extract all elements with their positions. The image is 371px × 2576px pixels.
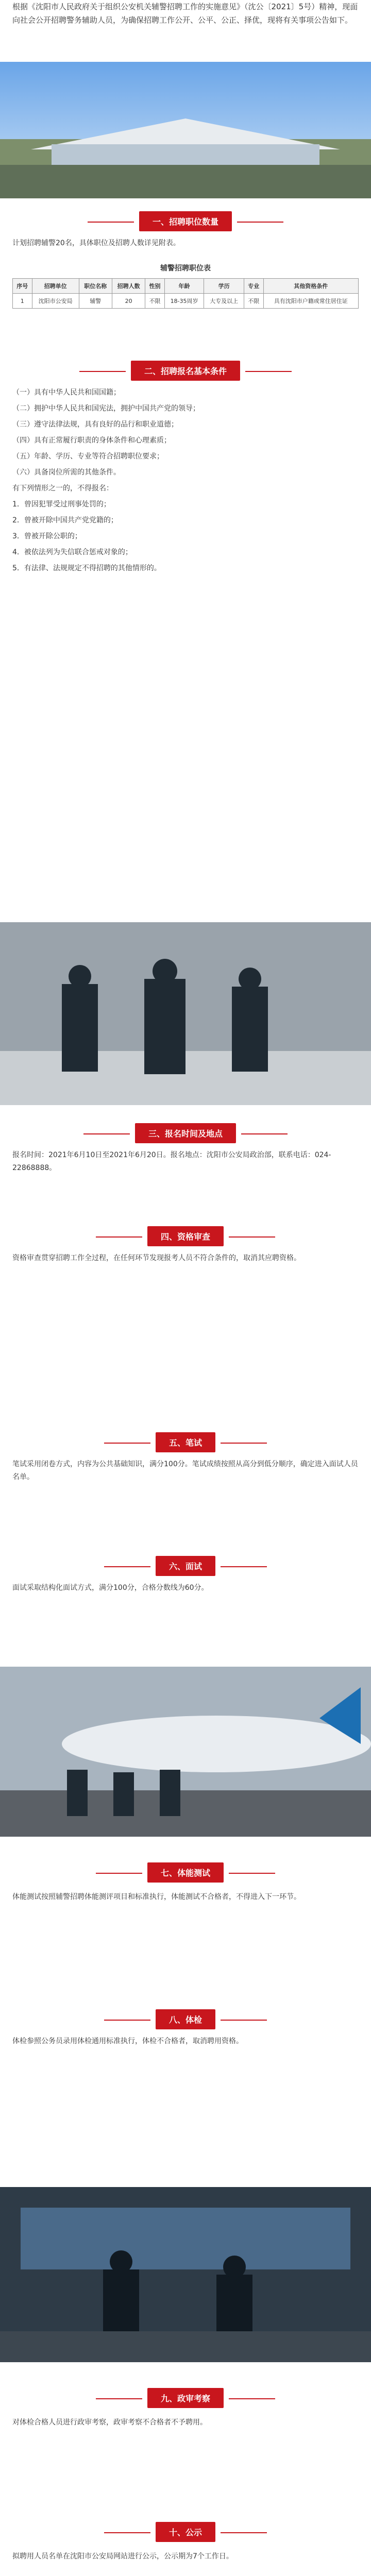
requirement-item: 1．曾因犯罪受过刑事处罚的； xyxy=(12,500,111,509)
section-6-text: 面试采取结构化面试方式，满分100分，合格分数线为60分。 xyxy=(12,1584,209,1592)
section-4-text: 资格审查贯穿招聘工作全过程，在任何环节发现报考人员不符合条件的，取消其应聘资格。 xyxy=(12,1254,301,1262)
table-cell: 辅警 xyxy=(79,294,112,309)
requirement-item: 5．有法律、法规规定不得招聘的其他情形的。 xyxy=(12,564,161,572)
requirement-item: （一）具有中华人民共和国国籍； xyxy=(12,388,121,397)
monitoring-photo xyxy=(0,2187,371,2362)
table-row xyxy=(13,294,359,309)
section-title-8: 八、体检 xyxy=(156,2009,215,2029)
section-4-body xyxy=(12,1252,359,1268)
section-title-9: 九、政审考察 xyxy=(147,2388,224,2408)
section-5-body xyxy=(12,1458,359,1487)
section-title-7: 七、体能测试 xyxy=(147,1862,224,1883)
section-7-body xyxy=(12,1891,359,1907)
table-cell: 18-35周岁 xyxy=(164,294,204,309)
table-cell: 1 xyxy=(13,294,32,309)
requirement-item: （五）年龄、学历、专业等符合招聘职位要求； xyxy=(12,452,164,461)
airplane-photo xyxy=(0,1667,371,1837)
section-10-body xyxy=(12,2550,359,2566)
table-header-row xyxy=(13,279,359,294)
table-cell: 具有沈阳市户籍或常住居住证 xyxy=(263,294,358,309)
section-title-2: 二、招聘报名基本条件 xyxy=(131,361,240,381)
table-cell: 沈阳市公安局 xyxy=(32,294,79,309)
table-cell: 20 xyxy=(112,294,145,309)
section-9-text: 对体检合格人员进行政审考察，政审考察不合格者不予聘用。 xyxy=(12,2418,207,2427)
section-8-text: 体检参照公务员录用体检通用标准执行，体检不合格者，取消聘用资格。 xyxy=(12,2037,243,2045)
section-title-1: 一、招聘职位数量 xyxy=(139,211,232,231)
requirement-item: 有下列情形之一的，不得报名： xyxy=(12,484,113,493)
section-6-body xyxy=(12,1582,359,1598)
requirement-item: （三）遵守法律法规，具有良好的品行和职业道德； xyxy=(12,420,178,429)
section-8-body xyxy=(12,2035,359,2051)
section-10-text: 拟聘用人员名单在沈阳市公安局网站进行公示，公示期为7个工作日。 xyxy=(12,2552,233,2561)
table-header: 性别 xyxy=(145,279,165,294)
table-cell: 大专及以上 xyxy=(204,294,244,309)
section-7-text: 体能测试按照辅警招聘体能测评项目和标准执行，体能测试不合格者，不得进入下一环节。 xyxy=(12,1893,301,1901)
requirement-item: （六）具备岗位所需的其他条件。 xyxy=(12,468,121,477)
section-title-4: 四、资格审查 xyxy=(147,1226,224,1246)
section-title-6: 六、面试 xyxy=(156,1556,215,1576)
requirement-item: （二）拥护中华人民共和国宪法，拥护中国共产党的领导； xyxy=(12,404,200,413)
section-3-text: 报名时间：2021年6月10日至2021年6月20日。报名地点：沈阳市公安局政治部，联系电话：024-22868888。 xyxy=(12,1151,331,1172)
section-3-body xyxy=(12,1149,359,1178)
banner-photo xyxy=(0,62,371,198)
section-2-body xyxy=(12,386,359,578)
section-title-10: 十、公示 xyxy=(156,2522,215,2542)
requirement-item: （四）具有正常履行职责的身体条件和心理素质； xyxy=(12,436,171,445)
table-header: 招聘人数 xyxy=(112,279,145,294)
table-header: 招聘单位 xyxy=(32,279,79,294)
officers-photo xyxy=(0,922,371,1105)
table-caption: 辅警招聘职位表 xyxy=(160,264,211,273)
table-cell: 不限 xyxy=(244,294,263,309)
jobs-table xyxy=(12,278,359,309)
section-5-text: 笔试采用闭卷方式，内容为公共基础知识，满分100分。笔试成绩按照从高分到低分顺序，确定进入面试人员名单。 xyxy=(12,1460,358,1481)
intro-paragraph: 根据《沈阳市人民政府关于组织公安机关辅警招聘工作的实施意见》（沈公〔2021〕5号）精神，现面向社会公开招聘警务辅助人员，为确保招聘工作公开、公平、公正、择优，现将有关事项公告如下。 xyxy=(12,2,358,25)
table-cell: 不限 xyxy=(145,294,165,309)
table-header: 序号 xyxy=(13,279,32,294)
requirement-item: 2．曾被开除中国共产党党籍的； xyxy=(12,516,118,524)
table-header: 年龄 xyxy=(164,279,204,294)
section-1-text: 计划招聘辅警20名，具体职位及招聘人数详见附表。 xyxy=(12,239,180,247)
section-title-5: 五、笔试 xyxy=(156,1432,215,1452)
section-9-body xyxy=(12,2416,359,2432)
table-header: 学历 xyxy=(204,279,244,294)
table-header: 职位名称 xyxy=(79,279,112,294)
requirement-item: 4．被依法列为失信联合惩戒对象的； xyxy=(12,548,132,556)
section-title-3: 三、报名时间及地点 xyxy=(135,1123,236,1143)
table-header: 专业 xyxy=(244,279,263,294)
table-header: 其他资格条件 xyxy=(263,279,358,294)
section-1-body xyxy=(12,237,359,253)
requirement-item: 3．曾被开除公职的； xyxy=(12,532,82,540)
